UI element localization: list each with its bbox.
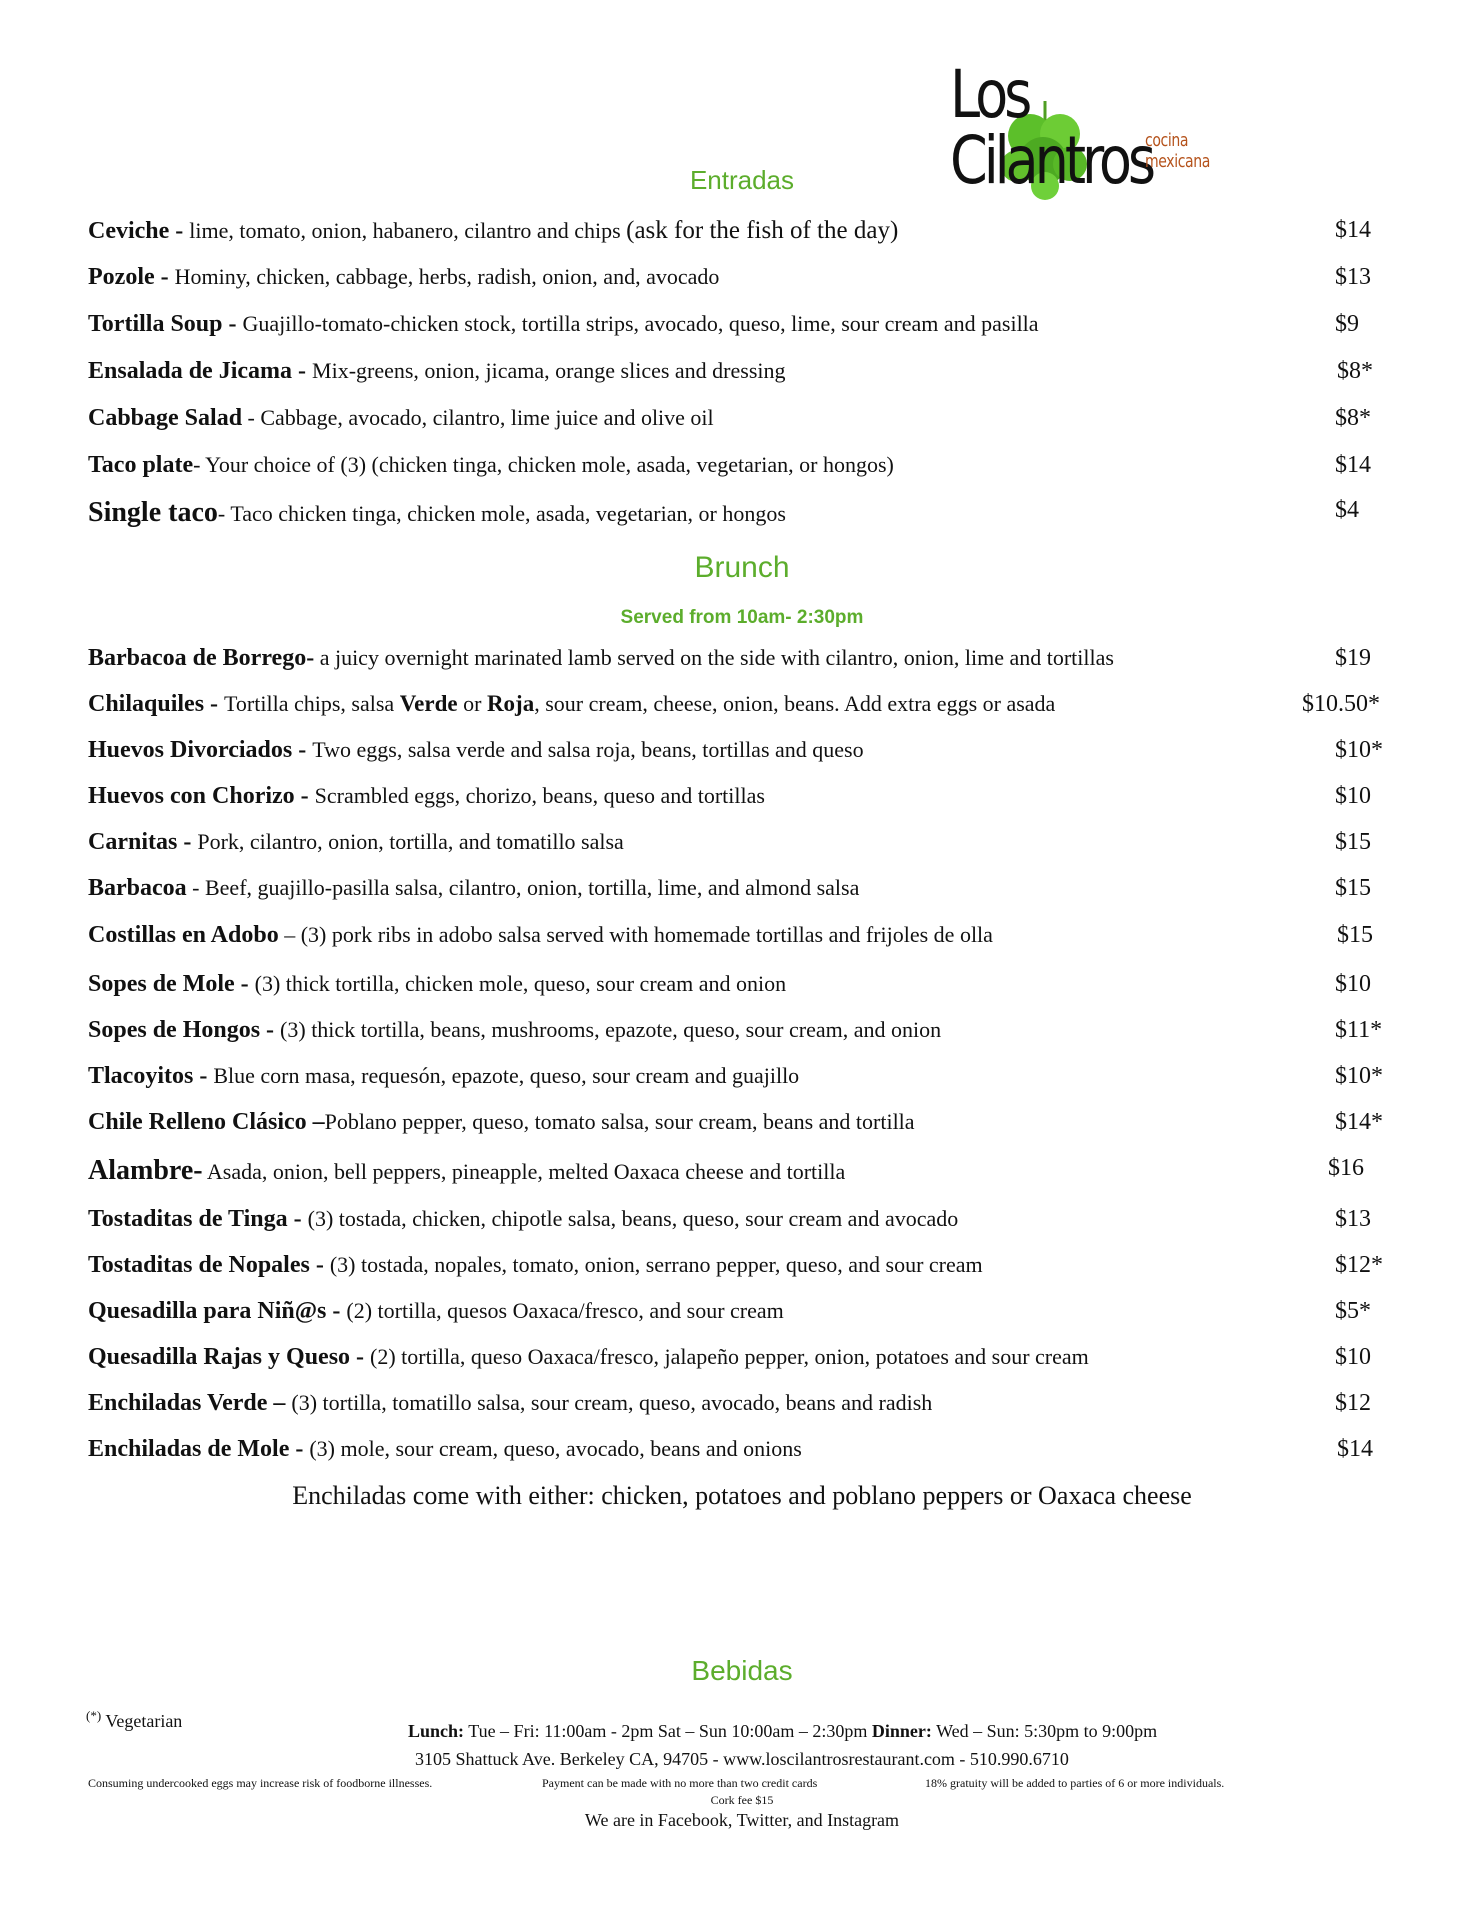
menu-item	[88, 1109, 1398, 1145]
item-name: Quesadilla Rajas y Queso -	[88, 1344, 371, 1370]
item-price: $15	[1335, 875, 1371, 901]
item-description: lime, tomato, onion, habanero, cilantro and chips	[189, 218, 627, 243]
item-price: $16	[1328, 1155, 1364, 1181]
item-name: Tlacoyitos -	[88, 1063, 214, 1089]
item-description: a juicy overnight marinated lamb served on the side with cilantro, onion, lime and tortillas	[314, 645, 1114, 670]
item-price: $15	[1335, 829, 1371, 855]
item-name: Quesadilla para Niñ@s -	[88, 1298, 347, 1324]
item-description: - Beef, guajillo-pasilla salsa, cilantro, onion, tortilla, lime, and almond salsa	[186, 875, 860, 900]
item-description-extra: (ask for the fish of the day)	[626, 217, 899, 244]
item-name: Barbacoa	[88, 875, 187, 901]
menu-item	[88, 217, 1398, 253]
cork-fee: Cork fee $15	[710, 1793, 774, 1807]
gratuity-policy: 18% gratuity will be added to parties of 6 or more individuals.	[925, 1776, 1225, 1790]
item-name: Chilaquiles -	[88, 691, 225, 717]
item-price: $12	[1335, 1390, 1371, 1416]
item-description: - Cabbage, avocado, cilantro, lime juice and olive oil	[242, 405, 714, 430]
item-description: Scrambled eggs, chorizo, beans, queso and tortillas	[314, 783, 765, 808]
item-name: Ensalada de Jicama -	[88, 358, 313, 384]
menu-item	[88, 1390, 1398, 1426]
menu-item	[88, 691, 1398, 727]
item-description: Two eggs, salsa verde and salsa roja, beans, tortillas and queso	[312, 737, 864, 762]
item-description: Pork, cilantro, onion, tortilla, and tomatillo salsa	[197, 829, 624, 854]
item-price: $5*	[1335, 1298, 1371, 1324]
item-price: $9	[1335, 311, 1359, 337]
item-description: – (3) pork ribs in adobo salsa served with homemade tortillas and frijoles de olla	[278, 922, 993, 947]
item-name: Alambre-	[88, 1155, 203, 1186]
item-name: Huevos con Chorizo -	[88, 783, 315, 809]
dinner-hours: Wed – Sun: 5:30pm to 9:00pm	[931, 1721, 1158, 1741]
item-name: Chile Relleno Clásico –	[88, 1109, 325, 1135]
vegetarian-legend	[86, 1708, 182, 1732]
dinner-label: Dinner:	[871, 1721, 932, 1741]
item-price: $14	[1335, 452, 1371, 478]
menu-item	[88, 264, 1398, 300]
item-description: (2) tortilla, quesos Oaxaca/fresco, and sour cream	[346, 1298, 784, 1323]
menu-item	[88, 783, 1398, 819]
social-media-note: We are in Facebook, Twitter, and Instagram	[584, 1810, 900, 1830]
item-name: Cabbage Salad	[88, 405, 243, 431]
item-description: Tortilla chips, salsa	[224, 691, 400, 716]
brunch-hours: Served from 10am- 2:30pm	[620, 607, 864, 628]
item-description: (3) thick tortilla, beans, mushrooms, epazote, queso, sour cream, and onion	[280, 1017, 942, 1042]
item-name: Ceviche -	[88, 218, 190, 244]
item-price: $8*	[1335, 405, 1371, 431]
item-price: $12*	[1335, 1252, 1383, 1278]
item-description: (3) mole, sour cream, queso, avocado, beans and onions	[309, 1436, 802, 1461]
item-price: $11*	[1335, 1017, 1383, 1043]
item-name: Huevos Divorciados -	[88, 737, 313, 763]
item-name: Sopes de Hongos -	[88, 1017, 281, 1043]
item-name: Tostaditas de Tinga -	[88, 1206, 308, 1232]
item-description: Guajillo-tomato-chicken stock, tortilla strips, avocado, queso, lime, sour cream and pasilla	[242, 311, 1039, 336]
menu-item	[88, 645, 1398, 681]
item-price: $10.50*	[1302, 691, 1380, 717]
item-description: Hominy, chicken, cabbage, herbs, radish, onion, and, avocado	[174, 264, 720, 289]
item-price: $10*	[1335, 737, 1383, 763]
item-name: Enchiladas Verde –	[88, 1390, 292, 1416]
item-description: (3) tostada, nopales, tomato, onion, serrano pepper, queso, and sour cream	[329, 1252, 983, 1277]
item-name: Single taco	[88, 497, 218, 528]
salsa-verde: Verde	[399, 691, 458, 716]
menu-item	[88, 1206, 1398, 1242]
item-description: Blue corn masa, requesón, epazote, queso, sour cream and guajillo	[213, 1063, 800, 1088]
item-description: (3) thick tortilla, chicken mole, queso, sour cream and onion	[254, 971, 787, 996]
item-description: - Your choice of (3) (chicken tinga, chicken mole, asada, vegetarian, or hongos)	[193, 452, 894, 477]
item-description: (2) tortilla, queso Oaxaca/fresco, jalapeño pepper, onion, potatoes and sour cream	[370, 1344, 1089, 1369]
item-price: $4	[1335, 497, 1359, 523]
menu-item	[88, 1298, 1398, 1334]
item-price: $8*	[1337, 358, 1373, 384]
item-description: (3) tortilla, tomatillo salsa, sour cream, queso, avocado, beans and radish	[291, 1390, 933, 1415]
section-title-brunch: Brunch	[694, 551, 790, 584]
menu-item	[88, 875, 1398, 911]
payment-policy: Payment can be made with no more than two credit cards	[542, 1776, 818, 1790]
item-name: Pozole -	[88, 264, 175, 290]
item-description-or: or	[457, 691, 487, 716]
vegetarian-label: Vegetarian	[101, 1711, 183, 1731]
menu-item	[88, 1155, 1398, 1191]
menu-item	[88, 358, 1398, 394]
menu-item	[88, 737, 1398, 773]
enchiladas-note: Enchiladas come with either: chicken, potatoes and poblano peppers or Oaxaca cheese	[292, 1481, 1192, 1510]
menu-item	[88, 1063, 1398, 1099]
item-name: Enchiladas de Mole -	[88, 1436, 310, 1462]
item-name: Taco plate	[88, 452, 194, 478]
item-description: Mix-greens, onion, jicama, orange slices and dressing	[312, 358, 786, 383]
menu-item	[88, 497, 1398, 533]
hours-line	[408, 1721, 1157, 1742]
menu-item	[88, 311, 1398, 347]
item-price: $10	[1335, 1344, 1371, 1370]
item-description: - Taco chicken tinga, chicken mole, asada, vegetarian, or hongos	[217, 501, 786, 526]
item-description-rest: , sour cream, cheese, onion, beans. Add extra eggs or asada	[534, 691, 1056, 716]
item-price: $14	[1337, 1436, 1373, 1462]
address-line: 3105 Shattuck Ave. Berkeley CA, 94705 - www.loscilantrosrestaurant.com - 510.990.6710	[415, 1749, 1069, 1769]
menu-item	[88, 1252, 1398, 1288]
section-title-bebidas: Bebidas	[691, 1655, 793, 1686]
logo-tagline: cocina mexicana	[1145, 130, 1210, 172]
item-description: (3) tostada, chicken, chipotle salsa, beans, queso, sour cream and avocado	[307, 1206, 959, 1231]
menu-item	[88, 1344, 1398, 1380]
item-price: $14*	[1335, 1109, 1383, 1135]
item-price: $13	[1335, 1206, 1371, 1232]
item-name: Barbacoa de Borrego-	[88, 645, 315, 671]
item-name: Carnitas -	[88, 829, 198, 855]
menu-item	[88, 1017, 1398, 1053]
lunch-label: Lunch:	[408, 1721, 465, 1741]
item-name: Costillas en Adobo	[88, 922, 279, 948]
menu-item	[88, 829, 1398, 865]
item-price: $14	[1335, 217, 1371, 243]
menu-item	[88, 1436, 1398, 1472]
menu-item	[88, 405, 1398, 441]
item-description: Poblano pepper, queso, tomato salsa, sour cream, beans and tortilla	[324, 1109, 915, 1134]
menu-item	[88, 971, 1398, 1007]
item-name: Sopes de Mole -	[88, 971, 255, 997]
item-price: $19	[1335, 645, 1371, 671]
menu-item	[88, 452, 1398, 488]
lunch-hours: Tue – Fri: 11:00am - 2pm Sat – Sun 10:00am – 2:30pm	[464, 1721, 872, 1741]
item-description: Asada, onion, bell peppers, pineapple, melted Oaxaca cheese and tortilla	[202, 1159, 846, 1184]
item-price: $10	[1335, 783, 1371, 809]
salsa-roja: Roja	[486, 691, 535, 716]
logo-name: Los Cilantros	[950, 56, 1153, 199]
item-name: Tortilla Soup -	[88, 311, 243, 337]
item-price: $10*	[1335, 1063, 1383, 1089]
section-title-entradas: Entradas	[689, 165, 795, 195]
item-price: $10	[1335, 971, 1371, 997]
foodborne-warning: Consuming undercooked eggs may increase risk of foodborne illnesses.	[88, 1776, 433, 1790]
item-price: $15	[1337, 922, 1373, 948]
item-price: $13	[1335, 264, 1371, 290]
menu-item	[88, 922, 1398, 958]
item-name: Tostaditas de Nopales -	[88, 1252, 330, 1278]
vegetarian-mark: (*)	[86, 1708, 102, 1723]
